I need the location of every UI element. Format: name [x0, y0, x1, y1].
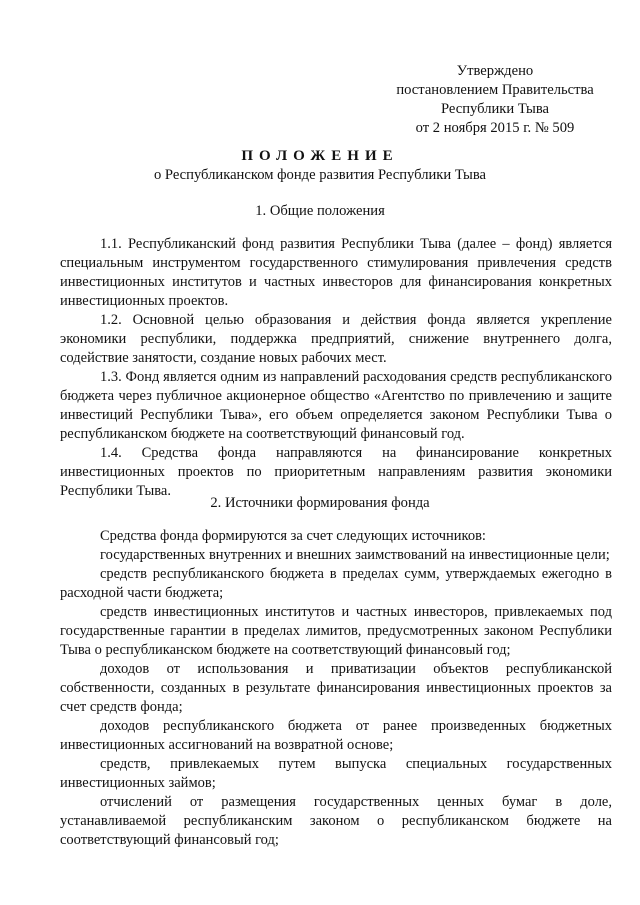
source-item: государственных внутренних и внешних заимствований на инвестиционные цели;	[100, 547, 610, 563]
section-2-heading: 2. Источники формирования фонда	[210, 495, 430, 511]
document-title: ПОЛОЖЕНИЕ	[241, 148, 399, 164]
source-item: средств инвестиционных институтов и частных инвесторов, привлекаемых под государственные гарантии в пределах лимитов, предусмотренных законом Республики Тыва о республиканском бюджете на соответствующий финансовый год;	[60, 604, 612, 658]
paragraph-1-3: 1.3. Фонд является одним из направлений расходования средств республиканского бюджета через публичное акционерное общество «Агентство по привлечению и защите инвестиций Республики Тыва», его объем определяется законом Республики Тыва о республиканском бюджете на соответствующий финансовый год.	[60, 369, 612, 442]
source-item: отчислений от размещения государственных ценных бумаг в доле, устанавливаемой республиканским законом о республиканском бюджете на соответствующий финансовый год;	[60, 794, 612, 848]
paragraph-1-2: 1.2. Основной целью образования и действия фонда является укрепление экономики республики, поддержка предприятий, снижение внутреннего долга, содействие занятости, создание новых рабочих мест.	[60, 312, 612, 366]
section-1-heading: 1. Общие положения	[255, 203, 385, 219]
source-item: средств республиканского бюджета в пределах сумм, утверждаемых ежегодно в расходной части бюджета;	[60, 566, 612, 601]
source-item: средств, привлекаемых путем выпуска специальных государственных инвестиционных займов;	[60, 756, 612, 791]
approval-line-3: Республики Тыва	[440, 101, 550, 117]
source-item: доходов республиканского бюджета от ранее произведенных бюджетных инвестиционных ассигнований на возвратной основе;	[60, 718, 612, 753]
list-intro: Средства фонда формируются за счет следующих источников:	[100, 528, 486, 544]
source-item: доходов от использования и приватизации объектов республиканской собственности, созданных в результате финансирования инвестиционных проектов за счет средств фонда;	[60, 661, 612, 715]
paragraph-1-4: 1.4. Средства фонда направляются на финансирование конкретных инвестиционных проектов по приоритетным направлениям развития экономики Республики Тыва.	[60, 445, 612, 499]
section-1-body	[60, 235, 612, 501]
document-subtitle: о Республиканском фонде развития Республики Тыва	[153, 167, 487, 183]
paragraph-1-1: 1.1. Республиканский фонд развития Республики Тыва (далее – фонд) является специальным инструментом государственного стимулирования привлечения средств инвестиционных институтов и частных инвесторов для финансирования конкретных инвестиционных проектов.	[60, 236, 612, 309]
approval-stamp	[370, 62, 620, 138]
section-2-body	[60, 527, 612, 850]
approval-line-2: постановлением Правительства	[396, 82, 594, 98]
approval-line-1: Утверждено	[456, 63, 534, 79]
approval-line-4: от 2 ноября 2015 г. № 509	[415, 120, 575, 136]
